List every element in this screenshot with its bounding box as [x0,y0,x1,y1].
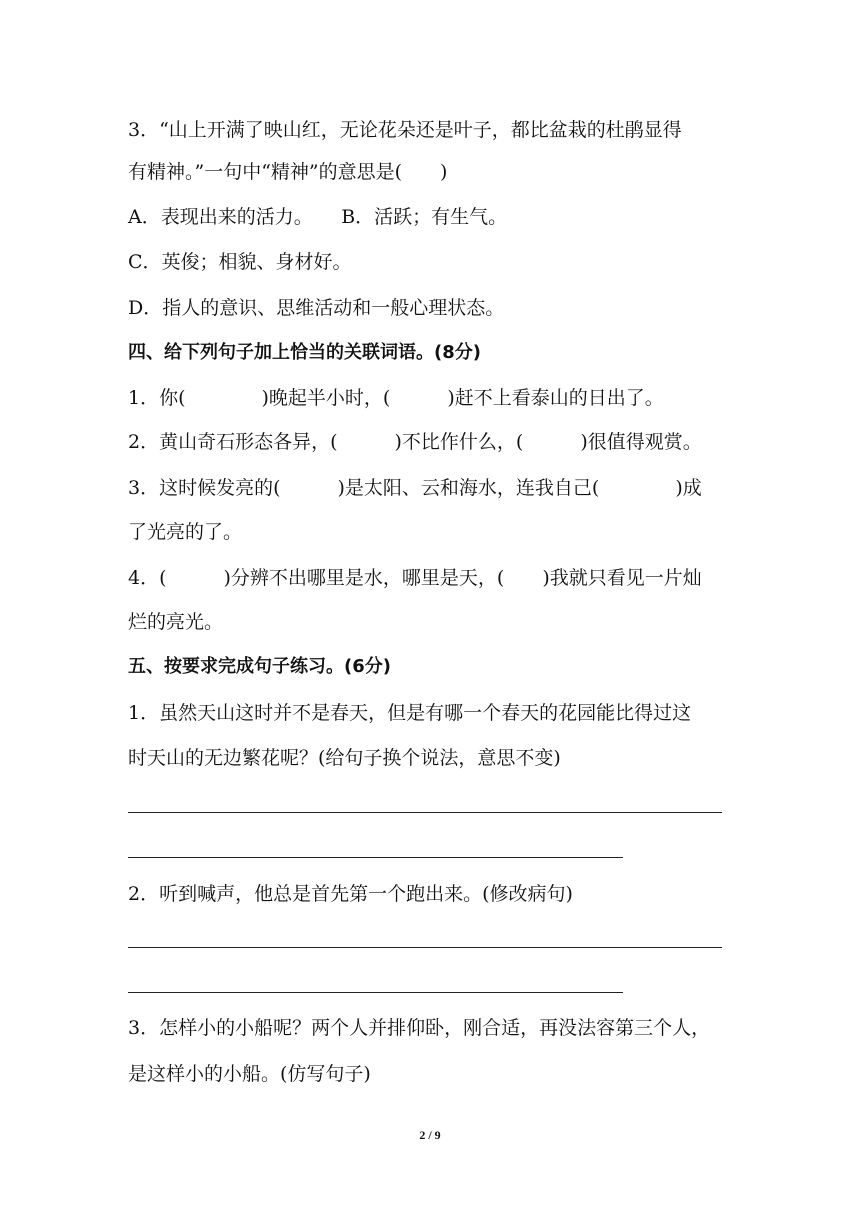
section-5-item-1-line-2: 时天山的无边繁花呢？(给句子换个说法，意思不变) [128,747,561,769]
section-4-item-3-line-2: 了光亮的了。 [128,521,243,543]
answer-line[interactable] [128,947,722,948]
section-4-item-3-line-1: 3．这时候发亮的( )是太阳、云和海水，连我自己( )成 [128,477,702,499]
section-4-item-4-line-1: 4．( )分辨不出哪里是水，哪里是天，( )我就只看见一片灿 [128,567,702,589]
section-4-heading: 四、给下列句子加上恰当的关联词语。(8分) [128,342,481,363]
answer-line[interactable] [128,992,623,993]
option-a-b: A．表现出来的活力。 B．活跃；有生气。 [128,206,508,228]
option-c: C．英俊；相貌、身材好。 [128,251,352,273]
section-5-item-1-line-1: 1．虽然天山这时并不是春天，但是有哪一个春天的花园能比得过这 [128,702,692,724]
question-3-line-1: 3．“山上开满了映山红，无论花朵还是叶子，都比盆栽的杜鹃显得 [128,119,682,141]
section-5-item-3-line-1: 3．怎样小的小船呢？两个人并排仰卧，刚合适，再没法容第三个人， [128,1017,711,1039]
section-4-item-2: 2．黄山奇石形态各异，( )不比作什么，( )很值得观赏。 [128,431,702,453]
section-4-item-4-line-2: 烂的亮光。 [128,611,224,633]
option-d: D．指人的意识、思维活动和一般心理状态。 [128,297,505,319]
question-3-line-2: 有精神。”一句中“精神”的意思是( ) [128,161,448,183]
section-5-heading: 五、按要求完成句子练习。(6分) [128,656,391,677]
section-4-item-1: 1．你( )晚起半小时，( )赶不上看泰山的日出了。 [128,387,664,409]
section-5-item-2: 2．听到喊声，他总是首先第一个跑出来。(修改病句) [128,883,573,905]
answer-line[interactable] [128,812,722,813]
section-5-item-3-line-2: 是这样小的小船。(仿写句子) [128,1063,371,1085]
page-number: 2 / 9 [419,1128,441,1142]
answer-line[interactable] [128,857,623,858]
